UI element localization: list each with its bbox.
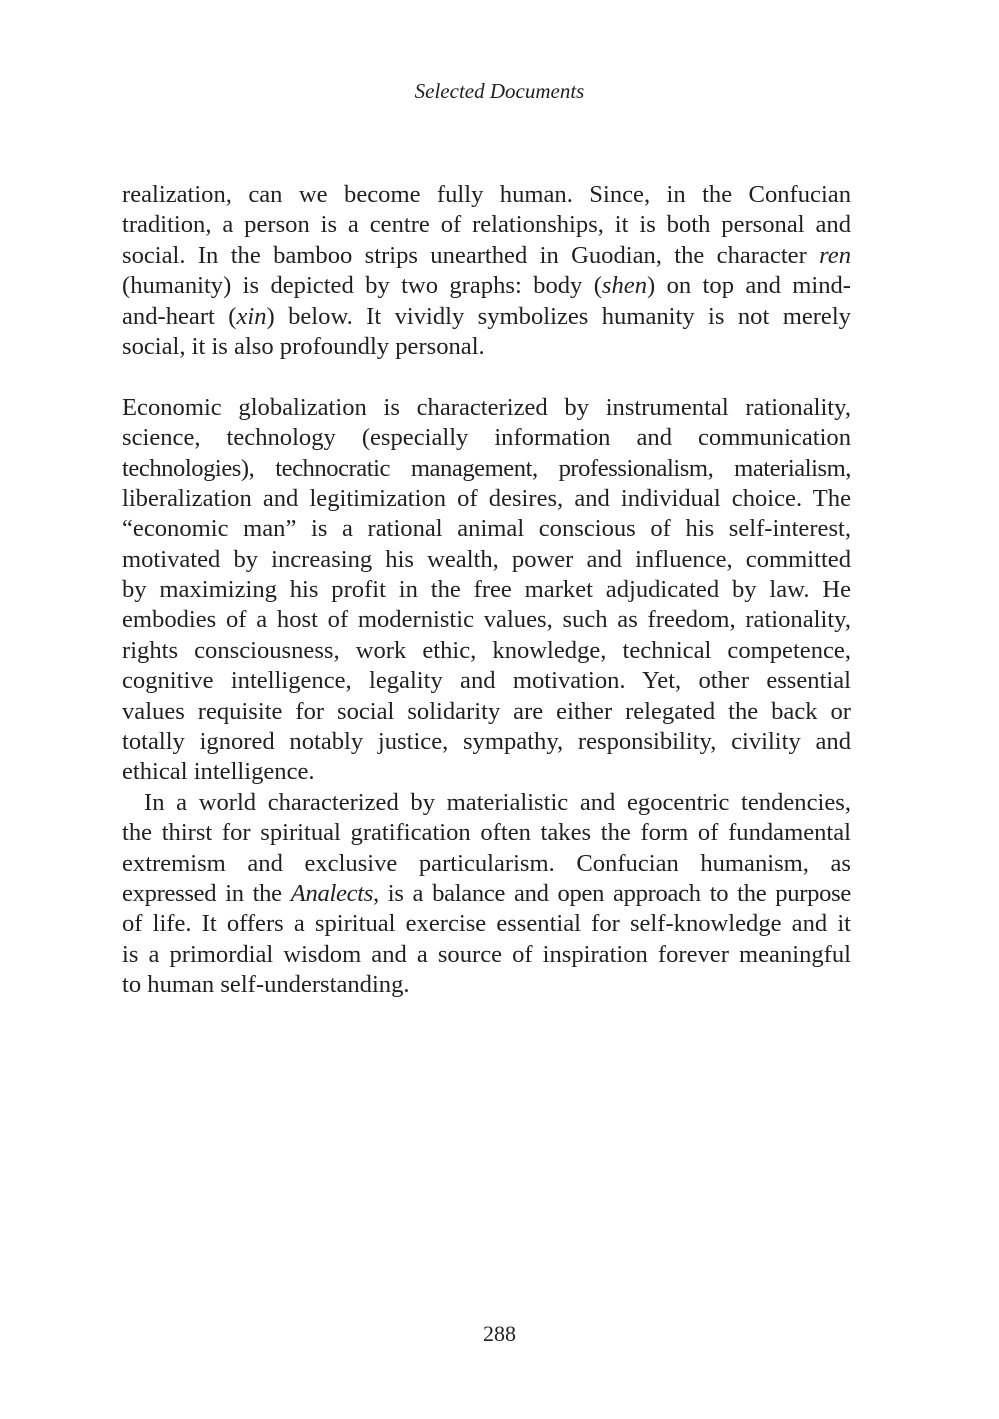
paragraph-1-line-4-text-a: (humanity) is depicted by two graphs: body ( [122,272,602,300]
paragraph-2-line-6: motivated by increasing his wealth, power and influence, committed [122,545,851,573]
paragraph-1-line-1: realization, can we become fully human. Since, in the Confucian [122,181,851,208]
paragraph-3-line-1: In a world characterized by materialistic and egocentric tendencies, [144,788,851,816]
paragraph-2-line-3: technologies), technocratic management, professionalism, materialism, [122,454,851,482]
paragraph-1 [122,180,851,362]
paragraph-2-line-12: totally ignored notably justice, sympathy, responsibility, civility and [122,728,851,756]
running-header: Selected Documents [414,79,585,103]
paragraph-2-line-11: values requisite for social solidarity are either relegated the back or [122,697,851,725]
paragraph-2-line-1: Economic globalization is characterized by instrumental rationality, [122,393,851,421]
paragraph-2 [122,393,851,788]
page-number: 288 [483,1321,516,1346]
term-ren: ren [819,241,851,269]
paragraph-1-line-3 [122,241,851,271]
paragraph-3-line-3: extremism and exclusive particularism. Confucian humanism, as [122,849,851,877]
paragraph-1-line-5-text-a: and-heart ( [122,302,237,330]
paragraph-2-line-8: embodies of a host of modernistic values, such as freedom, rationality, [122,606,851,634]
paragraph-2-line-13: ethical intelligence. [122,758,315,786]
paragraph-3-line-6: is a primordial wisdom and a source of inspiration forever meaningful [122,940,851,968]
paragraph-1-line-3-text: social. In the bamboo strips unearthed in Guodian, the character [122,241,820,269]
term-shen: shen [601,272,648,300]
paragraph-3-line-7: to human self-understanding. [122,971,410,999]
paragraph-2-line-9: rights consciousness, work ethic, knowledge, technical competence, [122,636,851,664]
paragraph-1-line-4 [122,271,851,301]
paragraph-3-line-5: of life. It offers a spiritual exercise essential for self-knowledge and it [122,910,851,938]
body-text [122,180,851,1001]
term-analects: Analects [290,879,374,907]
paragraph-3-line-4-text-a: expressed in the [122,879,291,907]
paragraph-2-line-7: by maximizing his profit in the free market adjudicated by law. He [122,576,851,604]
paragraph-3-line-4-text-b: , is a balance and open approach to the purpose [373,879,851,907]
paragraph-3-line-4 [122,879,851,909]
term-xin: xin [236,302,267,330]
paragraph-1-line-5-text-b: ) below. It vividly symbolizes humanity is not merely [266,302,851,330]
paragraph-spacer [122,362,851,392]
paragraph-1-line-5 [122,302,851,332]
paragraph-3-line-2: the thirst for spiritual gratification often takes the form of fundamental [122,819,851,847]
paragraph-2-line-4: liberalization and legitimization of desires, and individual choice. The [122,484,851,512]
paragraph-3 [122,788,851,1001]
paragraph-2-line-2: science, technology (especially information and communication [122,424,851,452]
paragraph-2-line-10: cognitive intelligence, legality and motivation. Yet, other essential [122,667,851,695]
paragraph-1-line-4-text-b: ) on top and mind- [647,272,852,300]
paragraph-1-line-6: social, it is also profoundly personal. [122,332,485,360]
paragraph-1-line-2: tradition, a person is a centre of relationships, it is both personal and [122,211,851,239]
paragraph-2-line-5: “economic man” is a rational animal conscious of his self-interest, [122,515,851,543]
